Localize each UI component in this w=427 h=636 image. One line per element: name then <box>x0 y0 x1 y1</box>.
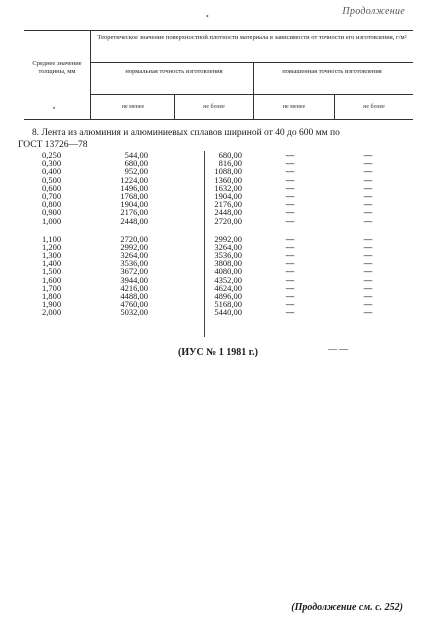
high-min-cell: — <box>285 174 295 185</box>
thickness-cell: 0,500 <box>42 174 62 185</box>
high-max-cell: — <box>363 215 373 226</box>
high-max-cell: — <box>363 307 373 318</box>
normal-max-cell: 2176,00 <box>214 199 242 210</box>
normal-max-cell: 2992,00 <box>214 233 242 244</box>
thickness-cell: 2,000 <box>42 307 62 318</box>
high-max-cell: — <box>363 190 373 201</box>
amendment-note: (ИУС № 1 1981 г.) <box>178 347 258 358</box>
high-min-cell: — <box>285 150 295 160</box>
high-max-cell: — <box>363 166 373 177</box>
thickness-cell: 1,700 <box>42 282 62 293</box>
normal-min-cell: 2176,00 <box>120 207 148 218</box>
high-max-cell: — <box>363 241 373 252</box>
sub-not-less: не менее <box>121 104 145 110</box>
normal-min-cell: 680,00 <box>124 158 148 169</box>
high-min-cell: — <box>285 207 295 218</box>
high-min-cell: — <box>285 233 295 244</box>
normal-min-cell: 2720,00 <box>120 233 148 244</box>
high-max-cell: — <box>363 266 373 277</box>
scan-dot: • <box>206 12 209 21</box>
col-normal-precision: нормальная точность изготовления <box>125 68 223 75</box>
high-min-cell: — <box>285 299 295 310</box>
high-min-cell: — <box>285 182 295 193</box>
data-table-body <box>24 151 413 317</box>
high-max-cell: — <box>363 299 373 310</box>
high-min-cell: — <box>285 250 295 261</box>
thickness-cell: 0,900 <box>42 207 62 218</box>
normal-min-cell: 4216,00 <box>120 282 148 293</box>
high-max-cell: — <box>363 291 373 301</box>
sub-not-more: не более <box>363 104 385 110</box>
col-high-precision: повышенная точность изготовления <box>282 68 382 75</box>
high-min-cell: — <box>285 291 295 301</box>
thickness-cell: 1,800 <box>42 291 62 301</box>
normal-max-cell: 4080,00 <box>214 266 242 277</box>
normal-min-cell: 544,00 <box>124 150 148 160</box>
high-max-cell: — <box>363 199 373 210</box>
thickness-cell: 0,400 <box>42 166 62 177</box>
header-rule <box>90 62 413 63</box>
high-max-cell: — <box>363 274 373 285</box>
section-heading <box>18 127 417 151</box>
row-marker: » <box>52 104 56 111</box>
normal-min-cell: 4488,00 <box>120 291 148 301</box>
normal-max-cell: 4624,00 <box>214 282 242 293</box>
normal-min-cell: 952,00 <box>124 166 148 177</box>
continuation-note: (Продолжение см. с. 252) <box>291 602 403 613</box>
normal-min-cell: 1224,00 <box>120 174 148 185</box>
thickness-cell: 0,700 <box>42 190 62 201</box>
table-bottom-rule <box>24 119 413 120</box>
section-title: 8. Лента из алюминия и алюминиевых сплавов шириной от 40 до 600 мм по <box>32 128 340 138</box>
thickness-cell: 0,250 <box>42 150 62 160</box>
thickness-cell: 1,300 <box>42 250 62 261</box>
high-min-cell: — <box>285 307 295 318</box>
normal-min-cell: 3536,00 <box>120 258 148 269</box>
normal-max-cell: 5168,00 <box>214 299 242 310</box>
normal-max-cell: 680,00 <box>218 150 242 160</box>
thickness-cell: 1,000 <box>42 215 62 226</box>
col-theoretical: Теоретическое значение поверхностной плотности материала в зависимости от точности его изготовления, г/м² <box>97 34 407 41</box>
normal-max-cell: 3536,00 <box>214 250 242 261</box>
col-divider <box>334 94 335 120</box>
high-min-cell: — <box>285 166 295 177</box>
normal-min-cell: 2992,00 <box>120 241 148 252</box>
high-max-cell: — <box>363 150 373 160</box>
col-divider <box>90 30 91 120</box>
page-header: Продолжение <box>342 6 405 17</box>
normal-min-cell: 1496,00 <box>120 182 148 193</box>
normal-min-cell: 2448,00 <box>120 215 148 226</box>
high-max-cell: — <box>363 282 373 293</box>
high-min-cell: — <box>285 241 295 252</box>
normal-max-cell: 816,00 <box>218 158 242 169</box>
thickness-cell: 1,400 <box>42 258 62 269</box>
normal-max-cell: 1088,00 <box>214 166 242 177</box>
normal-max-cell: 3808,00 <box>214 258 242 269</box>
thickness-cell: 1,200 <box>42 241 62 252</box>
normal-max-cell: 3264,00 <box>214 241 242 252</box>
high-min-cell: — <box>285 158 295 169</box>
col-avg-thickness: Среднее значение толщины, мм <box>32 60 82 75</box>
sub-not-less: не менее <box>282 104 306 110</box>
normal-min-cell: 5032,00 <box>120 307 148 318</box>
normal-max-cell: 4896,00 <box>214 291 242 301</box>
high-max-cell: — <box>363 258 373 269</box>
normal-min-cell: 4760,00 <box>120 299 148 310</box>
table-top-rule <box>24 30 413 31</box>
normal-max-cell: 1632,00 <box>214 182 242 193</box>
high-max-cell: — <box>363 250 373 261</box>
high-min-cell: — <box>285 215 295 226</box>
high-min-cell: — <box>285 274 295 285</box>
high-min-cell: — <box>285 199 295 210</box>
col-divider <box>174 94 175 120</box>
normal-max-cell: 2720,00 <box>214 215 242 226</box>
thickness-cell: 1,600 <box>42 274 62 285</box>
table-row <box>24 217 413 225</box>
high-max-cell: — <box>363 158 373 169</box>
col-divider <box>253 62 254 120</box>
high-min-cell: — <box>285 282 295 293</box>
high-max-cell: — <box>363 182 373 193</box>
high-min-cell: — <box>285 258 295 269</box>
table-header <box>24 30 413 120</box>
thickness-cell: 1,500 <box>42 266 62 277</box>
thickness-cell: 0,800 <box>42 199 62 210</box>
header-rule <box>90 94 413 95</box>
sub-not-more: не более <box>203 104 225 110</box>
high-max-cell: — <box>363 207 373 218</box>
thickness-cell: 1,100 <box>42 233 62 244</box>
normal-max-cell: 1904,00 <box>214 190 242 201</box>
normal-max-cell: 4352,00 <box>214 274 242 285</box>
thickness-cell: 0,300 <box>42 158 62 169</box>
normal-min-cell: 3944,00 <box>120 274 148 285</box>
thickness-cell: 1,900 <box>42 299 62 310</box>
normal-min-cell: 1904,00 <box>120 199 148 210</box>
table-row <box>24 308 413 316</box>
normal-min-cell: 3672,00 <box>120 266 148 277</box>
normal-max-cell: 5440,00 <box>214 307 242 318</box>
section-standard: ГОСТ 13726—78 <box>18 140 88 150</box>
normal-max-cell: 1360,00 <box>214 174 242 185</box>
high-min-cell: — <box>285 190 295 201</box>
high-min-cell: — <box>285 266 295 277</box>
normal-min-cell: 1768,00 <box>120 190 148 201</box>
normal-max-cell: 2448,00 <box>214 207 242 218</box>
high-max-cell: — <box>363 174 373 185</box>
thickness-cell: 0,600 <box>42 182 62 193</box>
normal-min-cell: 3264,00 <box>120 250 148 261</box>
high-max-cell: — <box>363 233 373 244</box>
note-dash: — — <box>328 344 349 354</box>
